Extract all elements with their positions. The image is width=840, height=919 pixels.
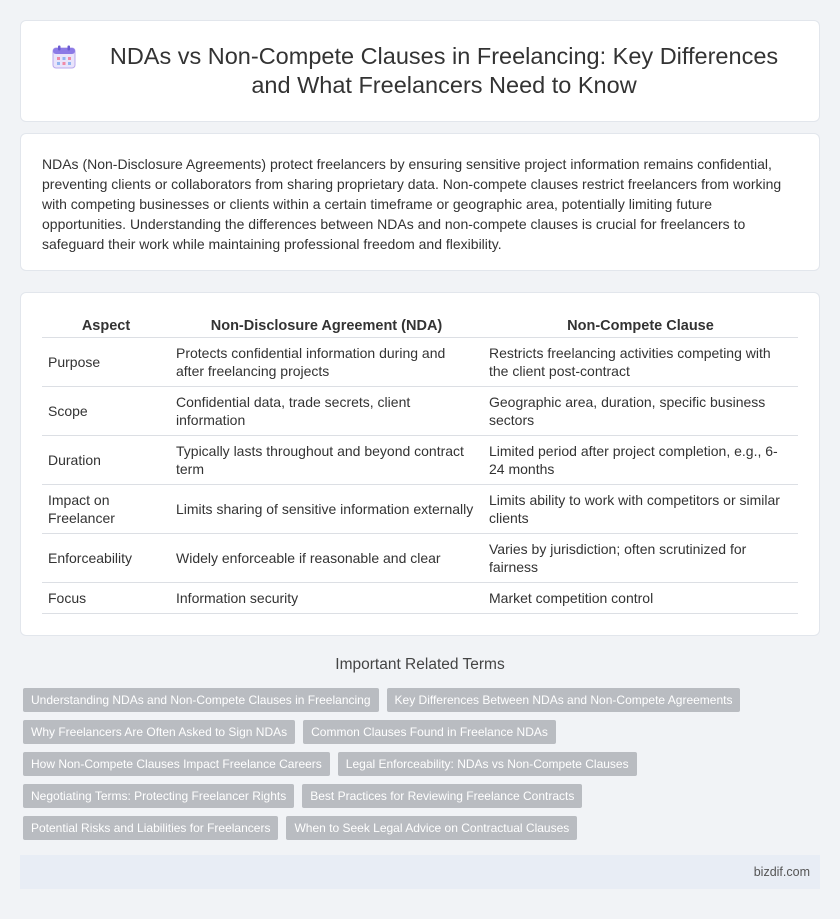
comparison-table <box>42 313 798 614</box>
row-non-compete: Limited period after project completion, e.g., 6-24 months <box>483 436 798 485</box>
header-non-compete: Non-Compete Clause <box>483 313 798 338</box>
header-nda: Non-Disclosure Agreement (NDA) <box>170 313 483 338</box>
related-term-tag[interactable]: Negotiating Terms: Protecting Freelancer Rights <box>23 784 294 808</box>
title-wrap <box>21 21 819 121</box>
row-aspect: Purpose <box>42 338 170 387</box>
table-row <box>42 338 798 387</box>
related-terms-list <box>23 688 803 840</box>
related-terms-heading: Important Related Terms <box>335 656 505 673</box>
header-aspect: Aspect <box>42 313 170 338</box>
row-aspect: Focus <box>42 583 170 614</box>
related-term-tag[interactable]: Potential Risks and Liabilities for Freelancers <box>23 816 278 840</box>
table-row <box>42 534 798 583</box>
row-non-compete: Varies by jurisdiction; often scrutinized for fairness <box>483 534 798 583</box>
intro-paragraph: NDAs (Non-Disclosure Agreements) protect freelancers by ensuring sensitive project information remains confidential, preventing clients or collaborators from sharing proprietary data. Non-compete clauses restrict freelancers from working with competing businesses or clients within a certain timeframe or geographic area, potentially limiting future opportunities. Understanding the differences between NDAs and non-compete clauses is crucial for freelancers to safeguard their work while maintaining professional freedom and flexibility. <box>42 156 782 252</box>
footer-brand[interactable]: bizdif.com <box>753 865 810 879</box>
table-row <box>42 387 798 436</box>
row-nda: Confidential data, trade secrets, client information <box>170 387 483 436</box>
row-nda: Information security <box>170 583 483 614</box>
table-row <box>42 436 798 485</box>
row-aspect: Impact on Freelancer <box>42 485 170 534</box>
calendar-icon <box>51 44 77 70</box>
related-term-tag[interactable]: Common Clauses Found in Freelance NDAs <box>303 720 556 744</box>
row-aspect: Duration <box>42 436 170 485</box>
row-non-compete: Market competition control <box>483 583 798 614</box>
title-card <box>20 20 820 122</box>
row-nda: Protects confidential information during and after freelancing projects <box>170 338 483 387</box>
related-term-tag[interactable]: Understanding NDAs and Non-Compete Clauses in Freelancing <box>23 688 379 712</box>
row-nda: Widely enforceable if reasonable and clear <box>170 534 483 583</box>
table-row <box>42 485 798 534</box>
footer-bar <box>20 855 820 889</box>
related-term-tag[interactable]: Best Practices for Reviewing Freelance Contracts <box>302 784 582 808</box>
row-aspect: Scope <box>42 387 170 436</box>
row-aspect: Enforceability <box>42 534 170 583</box>
row-non-compete: Restricts freelancing activities competing with the client post-contract <box>483 338 798 387</box>
page-title: NDAs vs Non-Compete Clauses in Freelancing: Key Differences and What Freelancers Need to Know <box>109 43 779 98</box>
related-term-tag[interactable]: Key Differences Between NDAs and Non-Compete Agreements <box>387 688 741 712</box>
row-non-compete: Geographic area, duration, specific business sectors <box>483 387 798 436</box>
related-term-tag[interactable]: When to Seek Legal Advice on Contractual Clauses <box>286 816 577 840</box>
related-term-tag[interactable]: Legal Enforceability: NDAs vs Non-Compete Clauses <box>338 752 637 776</box>
row-nda: Typically lasts throughout and beyond contract term <box>170 436 483 485</box>
related-term-tag[interactable]: How Non-Compete Clauses Impact Freelance Careers <box>23 752 330 776</box>
row-non-compete: Limits ability to work with competitors or similar clients <box>483 485 798 534</box>
table-row <box>42 583 798 614</box>
row-nda: Limits sharing of sensitive information externally <box>170 485 483 534</box>
table-header-row <box>42 313 798 338</box>
comparison-card <box>20 292 820 636</box>
intro-card <box>20 133 820 271</box>
related-term-tag[interactable]: Why Freelancers Are Often Asked to Sign NDAs <box>23 720 295 744</box>
